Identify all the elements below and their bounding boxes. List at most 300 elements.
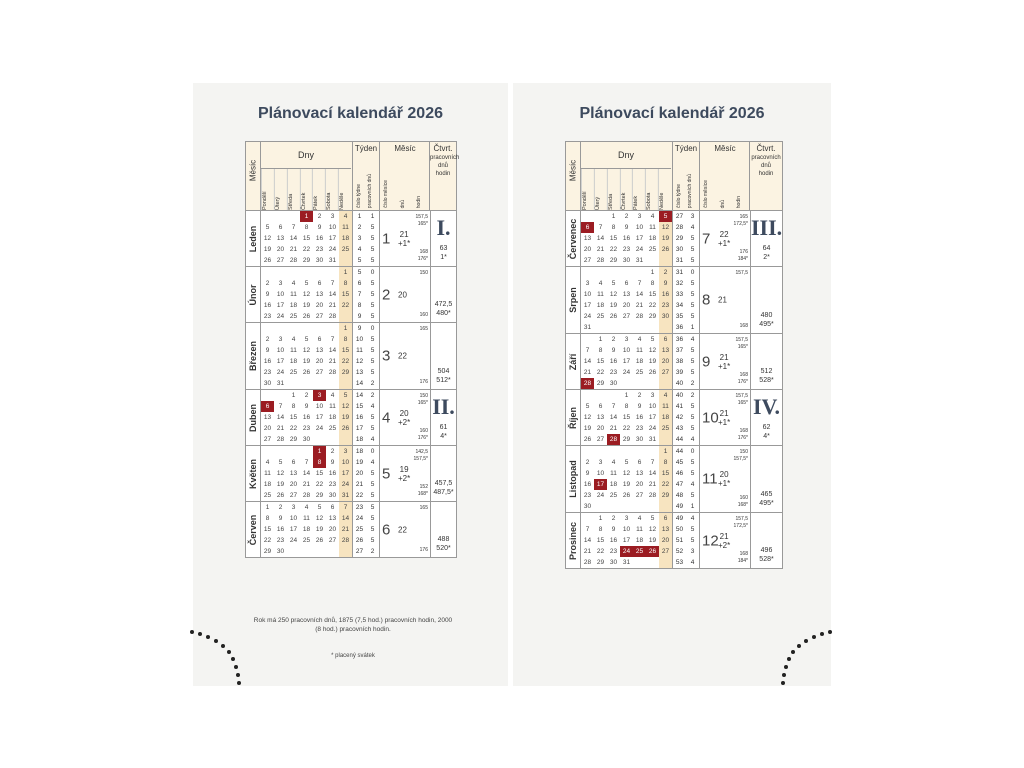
week-number-row xyxy=(353,434,379,445)
week-work-days: 4 xyxy=(370,403,375,410)
day-cell: 14 xyxy=(302,470,311,477)
day-cell: 21 xyxy=(583,548,592,555)
week-work-days: 4 xyxy=(690,515,695,522)
week-number: 9 xyxy=(357,313,362,320)
day-cell: 29 xyxy=(659,490,672,501)
week-work-days: 5 xyxy=(690,459,695,466)
day-cell xyxy=(659,501,672,512)
week-number-row xyxy=(673,278,699,289)
day-cell xyxy=(274,390,287,401)
day-cell: 18 xyxy=(609,481,618,488)
day-cell: 6 xyxy=(624,280,629,287)
day-cell: 10 xyxy=(315,403,324,410)
quarter-total-1: 504 xyxy=(437,368,450,375)
day-cell: 6 xyxy=(581,222,594,233)
week-number-row xyxy=(673,401,699,412)
day-cell: 19 xyxy=(648,358,657,365)
quarter-totals xyxy=(431,367,456,385)
day-cell: 9 xyxy=(265,347,270,354)
week-number: 31 xyxy=(675,257,684,264)
month-row xyxy=(566,513,782,568)
day-cell: 17 xyxy=(635,235,644,242)
day-cell: 6 xyxy=(291,459,296,466)
day-cell: 25 xyxy=(263,492,272,499)
week-number-row xyxy=(673,222,699,233)
month-summary-cell xyxy=(699,446,750,512)
week-numbers-cell xyxy=(352,390,379,445)
week-work-days: 1 xyxy=(370,213,375,220)
week-number: 33 xyxy=(675,291,684,298)
month-work-days xyxy=(718,409,730,427)
day-cell: 1 xyxy=(598,515,603,522)
week-row xyxy=(581,278,672,289)
day-cell: 2 xyxy=(624,213,629,220)
month-hours-bottom xyxy=(738,495,748,509)
day-cell: 7 xyxy=(650,459,655,466)
week-work-days: 5 xyxy=(370,504,375,511)
day-cell: 19 xyxy=(659,233,672,244)
month-days-value: 21 xyxy=(719,352,729,362)
month-summary-cell xyxy=(379,446,430,501)
day-cell: 16 xyxy=(609,358,618,365)
week-work-days: 0 xyxy=(690,448,695,455)
day-cell: 24 xyxy=(635,246,644,253)
month-summary-cell xyxy=(699,390,750,445)
month-hours-top xyxy=(414,449,428,463)
day-cell: 13 xyxy=(622,291,631,298)
hours-75-paid: 157,5* xyxy=(413,456,428,462)
day-name: Úterý xyxy=(594,169,607,210)
week-work-days: 4 xyxy=(690,436,695,443)
day-cell xyxy=(287,267,300,278)
day-cell: 5 xyxy=(304,336,309,343)
quarter-total-2: 520* xyxy=(436,545,451,552)
week-number-row xyxy=(353,367,379,378)
day-cell: 22 xyxy=(596,548,605,555)
month-days-grid xyxy=(261,211,352,266)
month-number: 2 xyxy=(382,286,391,303)
month-days-value: 22 xyxy=(719,229,729,239)
hours-75: 165 xyxy=(419,326,428,332)
month-number: 1 xyxy=(382,230,391,247)
week-number: 45 xyxy=(675,459,684,466)
week-row xyxy=(581,300,672,311)
day-cell: 3 xyxy=(637,213,642,220)
day-cell: 18 xyxy=(289,358,298,365)
week-number-row xyxy=(673,356,699,367)
day-cell xyxy=(274,211,287,222)
week-numbers-cell xyxy=(352,446,379,501)
week-number-row xyxy=(673,345,699,356)
quarter-total-2: 480* xyxy=(436,310,451,317)
month-hours-top xyxy=(420,505,428,512)
day-cell: 23 xyxy=(659,300,672,311)
day-cell xyxy=(326,546,339,557)
month-name-cell xyxy=(246,267,261,322)
week-number: 20 xyxy=(355,470,364,477)
hours-75: 157,5 xyxy=(735,337,748,343)
day-cell: 17 xyxy=(622,537,631,544)
hours-8: 168 xyxy=(419,249,428,255)
week-number: 30 xyxy=(675,246,684,253)
week-number-row xyxy=(673,322,699,333)
hours-8: 176 xyxy=(739,249,748,255)
day-name: Sobota xyxy=(645,169,658,210)
week-work-days: 5 xyxy=(370,246,375,253)
day-cell: 12 xyxy=(648,526,657,533)
day-cell xyxy=(287,323,300,334)
day-cell: 10 xyxy=(276,291,285,298)
week-work-days: 3 xyxy=(690,213,695,220)
day-cell: 23 xyxy=(263,369,272,376)
week-row xyxy=(581,401,672,412)
week-number: 22 xyxy=(355,492,364,499)
week-numbers-cell xyxy=(352,267,379,322)
day-cell: 21 xyxy=(289,246,298,253)
day-cell: 3 xyxy=(650,392,655,399)
week-number-row xyxy=(353,468,379,479)
week-work-days: 4 xyxy=(690,336,695,343)
day-cell xyxy=(339,546,352,557)
day-cell: 10 xyxy=(583,291,592,298)
day-cell: 5 xyxy=(611,280,616,287)
quarter-totals xyxy=(751,367,782,385)
day-cell: 7 xyxy=(330,336,335,343)
week-number-row xyxy=(673,378,699,389)
day-cell: 22 xyxy=(339,300,352,311)
week-work-days: 5 xyxy=(690,414,695,421)
day-cell: 12 xyxy=(302,291,311,298)
day-cell: 25 xyxy=(339,244,352,255)
day-cell: 24 xyxy=(276,313,285,320)
day-cell: 29 xyxy=(609,257,618,264)
day-cell: 25 xyxy=(289,369,298,376)
day-cell: 23 xyxy=(315,246,324,253)
month-days-value: 22 xyxy=(398,351,407,361)
day-cell: 13 xyxy=(276,235,285,242)
day-cell: 5 xyxy=(339,390,352,401)
day-cell: 28 xyxy=(276,436,285,443)
month-days-grid xyxy=(261,390,352,445)
header-work-days-label: pracovních dnů xyxy=(687,173,693,208)
week-number: 19 xyxy=(355,459,364,466)
day-cell xyxy=(274,446,287,457)
week-work-days: 5 xyxy=(690,492,695,499)
day-cell xyxy=(326,323,339,334)
day-cell: 19 xyxy=(622,481,631,488)
day-cell: 25 xyxy=(289,313,298,320)
day-cell xyxy=(633,557,646,568)
day-cell: 28 xyxy=(596,257,605,264)
day-cell xyxy=(581,390,594,401)
day-cell: 26 xyxy=(583,436,592,443)
day-cell: 27 xyxy=(583,257,592,264)
quarter-total-2: 4* xyxy=(440,433,447,440)
quarter-totals xyxy=(431,423,456,441)
day-cell: 28 xyxy=(583,559,592,566)
day-cell: 26 xyxy=(339,423,352,434)
week-row xyxy=(581,367,672,378)
month-days-value: 20 xyxy=(399,408,409,418)
day-cell: 31 xyxy=(648,436,657,443)
month-row xyxy=(246,446,456,502)
week-number-row xyxy=(353,334,379,345)
month-name: Květen xyxy=(248,458,258,489)
day-cell: 16 xyxy=(263,302,272,309)
day-cell: 31 xyxy=(583,324,592,331)
day-cell: 5 xyxy=(650,515,655,522)
week-number-row xyxy=(673,255,699,266)
week-number: 24 xyxy=(355,515,364,522)
week-work-days: 5 xyxy=(690,257,695,264)
day-cell xyxy=(646,378,659,389)
day-cell: 8 xyxy=(598,347,603,354)
quarter-cell xyxy=(430,446,456,501)
week-row xyxy=(261,222,352,233)
day-cell: 20 xyxy=(315,302,324,309)
day-cell: 12 xyxy=(302,347,311,354)
day-cell: 9 xyxy=(611,526,616,533)
day-cell: 13 xyxy=(315,347,324,354)
week-row xyxy=(581,457,672,468)
day-cell: 5 xyxy=(650,336,655,343)
month-days-value: 19 xyxy=(399,464,409,474)
day-cell: 28 xyxy=(635,313,644,320)
day-cell: 17 xyxy=(289,526,298,533)
week-number-row xyxy=(353,378,379,389)
week-row xyxy=(261,244,352,255)
month-name-cell xyxy=(246,446,261,501)
day-cell xyxy=(633,446,646,457)
week-work-days: 5 xyxy=(690,291,695,298)
month-summary-cell xyxy=(379,502,430,557)
day-cell: 31 xyxy=(635,257,644,264)
month-hours-top xyxy=(735,393,748,407)
month-number: 3 xyxy=(382,347,391,365)
week-work-days: 5 xyxy=(690,358,695,365)
day-cell: 18 xyxy=(596,302,605,309)
day-cell: 1 xyxy=(650,269,655,276)
day-cell: 15 xyxy=(302,235,311,242)
spiral-binding-left-icon xyxy=(188,628,250,688)
header-month-cell xyxy=(246,142,261,210)
day-cell: 18 xyxy=(659,412,672,423)
month-hours-bottom xyxy=(738,372,748,386)
day-cell xyxy=(607,322,620,333)
week-work-days: 5 xyxy=(370,336,375,343)
day-cell xyxy=(326,378,339,389)
week-number: 5 xyxy=(357,257,362,264)
day-cell: 15 xyxy=(596,537,605,544)
day-cell xyxy=(620,378,633,389)
day-cell: 7 xyxy=(585,347,590,354)
week-number: 23 xyxy=(355,504,364,511)
quarter-total-2: 512* xyxy=(436,377,451,384)
week-number: 9 xyxy=(357,325,362,332)
month-name: Říjen xyxy=(568,406,578,429)
month-paid-holidays: +1* xyxy=(398,238,411,248)
quarter-cell xyxy=(750,211,782,266)
week-number-row xyxy=(353,490,379,501)
week-number-row xyxy=(353,412,379,423)
day-cell: 21 xyxy=(609,425,618,432)
week-row xyxy=(261,434,352,445)
month-name: Leden xyxy=(248,225,258,252)
header-days-label: Dny xyxy=(581,142,671,169)
day-cell: 17 xyxy=(622,358,631,365)
week-work-days: 3 xyxy=(690,548,695,555)
hours-75: 142,5 xyxy=(415,449,428,455)
day-cell: 15 xyxy=(339,345,352,356)
quarter-total-2: 495* xyxy=(759,500,774,507)
day-cell xyxy=(274,323,287,334)
day-cell: 3 xyxy=(278,280,283,287)
day-cell: 20 xyxy=(289,481,298,488)
day-cell: 25 xyxy=(328,425,337,432)
day-cell: 23 xyxy=(328,481,337,488)
week-work-days: 4 xyxy=(690,224,695,231)
week-number: 27 xyxy=(675,213,684,220)
day-cell xyxy=(261,267,274,278)
day-cell: 22 xyxy=(289,425,298,432)
week-number: 29 xyxy=(675,235,684,242)
quarter-totals xyxy=(431,479,456,497)
week-numbers-cell xyxy=(352,323,379,389)
day-cell: 12 xyxy=(609,291,618,298)
day-cell: 1 xyxy=(265,504,270,511)
day-cell: 15 xyxy=(596,358,605,365)
day-cell: 21 xyxy=(302,481,311,488)
day-cell: 20 xyxy=(315,358,324,365)
day-cell: 29 xyxy=(622,436,631,443)
day-cell xyxy=(261,390,274,401)
week-number: 25 xyxy=(355,526,364,533)
header-quarter-label: Čtvrt. xyxy=(756,144,776,153)
week-number: 42 xyxy=(675,414,684,421)
quarter-total-1: 496 xyxy=(760,547,773,554)
week-numbers-cell xyxy=(672,446,699,512)
day-cell: 17 xyxy=(339,468,352,479)
month-hours-bottom xyxy=(418,249,428,263)
day-cell: 30 xyxy=(609,380,618,387)
day-cell: 1 xyxy=(300,211,313,222)
quarter-total-1: 488 xyxy=(437,536,450,543)
day-cell: 14 xyxy=(648,470,657,477)
quarter-total-1: 480 xyxy=(760,312,773,319)
header-work-days-label: pracovních dnů xyxy=(367,173,373,208)
day-cell: 17 xyxy=(315,414,324,421)
month-paid-holidays: +1* xyxy=(718,238,731,248)
header-days-small-label: dnů xyxy=(400,199,406,208)
week-number: 16 xyxy=(355,414,364,421)
day-cell: 24 xyxy=(648,425,657,432)
day-cell: 15 xyxy=(263,526,272,533)
day-cell: 15 xyxy=(622,414,631,421)
day-cell: 6 xyxy=(317,280,322,287)
month-days-value: 21 xyxy=(718,295,727,305)
day-cell xyxy=(287,446,300,457)
month-summary-cell xyxy=(379,211,430,266)
week-work-days: 5 xyxy=(370,481,375,488)
day-cell: 14 xyxy=(596,235,605,242)
month-hours-top xyxy=(420,270,428,277)
day-cell: 30 xyxy=(635,436,644,443)
day-cell: 20 xyxy=(659,535,672,546)
quarter-totals xyxy=(431,300,456,318)
week-number: 2 xyxy=(357,224,362,231)
week-work-days: 5 xyxy=(370,515,375,522)
day-cell: 8 xyxy=(265,515,270,522)
day-cell: 4 xyxy=(659,390,672,401)
week-number: 14 xyxy=(355,380,364,387)
day-cell: 14 xyxy=(609,414,618,421)
day-cell: 27 xyxy=(659,546,672,557)
day-cell: 21 xyxy=(583,369,592,376)
week-work-days: 5 xyxy=(690,425,695,432)
day-cell: 18 xyxy=(635,358,644,365)
month-name: Březen xyxy=(248,340,258,372)
week-number-row xyxy=(673,546,699,557)
month-summary-cell xyxy=(699,334,750,389)
week-row xyxy=(261,334,352,345)
week-work-days: 5 xyxy=(690,313,695,320)
day-cell: 8 xyxy=(611,224,616,231)
week-work-days: 5 xyxy=(690,470,695,477)
day-cell xyxy=(659,255,672,266)
day-cell: 9 xyxy=(330,459,335,466)
week-row xyxy=(261,401,352,412)
day-cell: 16 xyxy=(635,414,644,421)
day-cell xyxy=(300,378,313,389)
month-work-days xyxy=(718,470,730,488)
day-cell: 27 xyxy=(659,367,672,378)
week-number-row xyxy=(353,300,379,311)
day-cell: 24 xyxy=(622,369,631,376)
week-work-days: 5 xyxy=(370,302,375,309)
day-cell: 30 xyxy=(263,380,272,387)
week-work-days: 5 xyxy=(370,257,375,264)
day-cell: 8 xyxy=(291,403,296,410)
day-cell: 29 xyxy=(648,313,657,320)
hours-8: 160 xyxy=(739,495,748,501)
day-cell: 20 xyxy=(659,356,672,367)
week-work-days: 2 xyxy=(370,548,375,555)
day-name: Neděle xyxy=(338,169,351,210)
week-number-row xyxy=(353,233,379,244)
week-number-row xyxy=(353,524,379,535)
header-days-small-label: dnů xyxy=(720,199,726,208)
day-cell: 9 xyxy=(611,347,616,354)
day-cell: 2 xyxy=(611,515,616,522)
week-row xyxy=(581,378,672,389)
day-cell xyxy=(339,434,352,445)
month-hours-bottom xyxy=(740,323,748,330)
day-cell xyxy=(633,267,646,278)
week-number: 17 xyxy=(355,425,364,432)
day-cell: 3 xyxy=(598,459,603,466)
day-cell: 16 xyxy=(583,481,592,488)
day-cell: 4 xyxy=(304,504,309,511)
day-cell xyxy=(300,323,313,334)
header-dnu-label: dnů xyxy=(760,163,771,169)
week-number: 40 xyxy=(675,392,684,399)
week-number: 8 xyxy=(357,302,362,309)
header-month-cell xyxy=(566,142,581,210)
week-row xyxy=(581,412,672,423)
day-cell: 27 xyxy=(328,537,337,544)
day-cell: 8 xyxy=(659,457,672,468)
day-cell: 20 xyxy=(263,425,272,432)
